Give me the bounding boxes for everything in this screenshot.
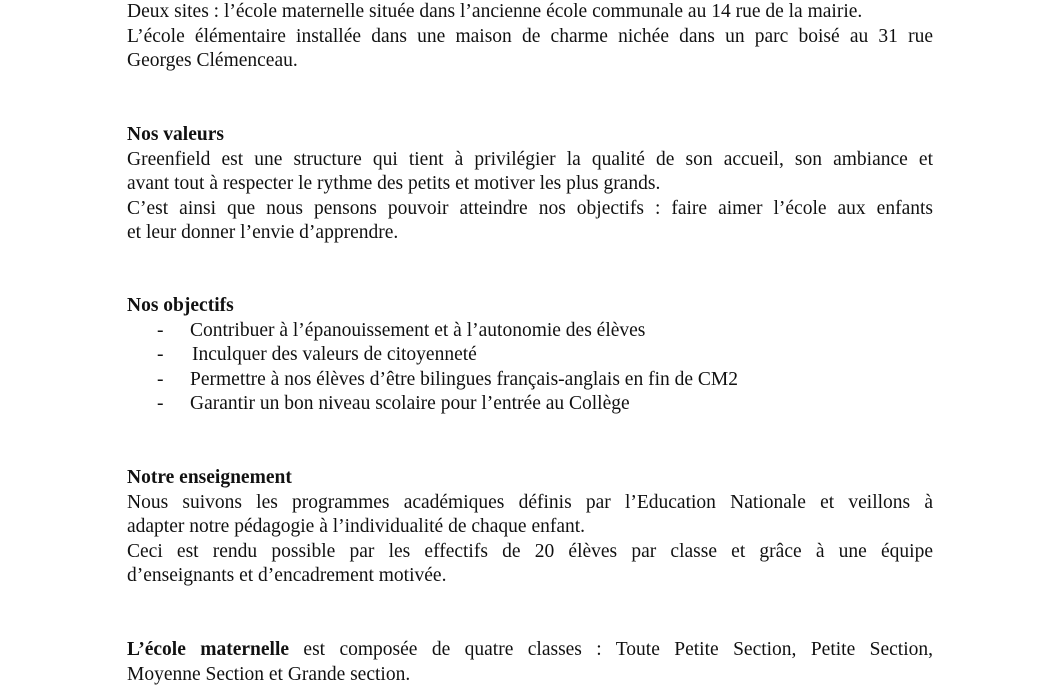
enseignement-line-3: Ceci est rendu possible par les effectifs de 20 élèves par classe et grâce à une équipe	[127, 540, 933, 565]
enseignement-line-1: Nous suivons les programmes académiques définis par l’Education Nationale et veillons à	[127, 491, 933, 516]
enseignement-line-2: adapter notre pédagogie à l’individualité de chaque enfant.	[127, 515, 933, 540]
list-item-text: Garantir un bon niveau scolaire pour l’entrée au Collège	[190, 392, 630, 417]
list-item-text: Contribuer à l’épanouissement et à l’autonomie des élèves	[190, 319, 645, 344]
maternelle-section	[127, 638, 933, 687]
valeurs-line-1: Greenfield est une structure qui tient à privilégier la qualité de son accueil, son ambiance et	[127, 148, 933, 173]
objectifs-section	[127, 294, 933, 417]
enseignement-section	[127, 466, 933, 589]
bullet-dash: -	[157, 319, 164, 344]
list-item	[127, 343, 933, 368]
maternelle-line-2: Moyenne Section et Grande section.	[127, 663, 933, 687]
maternelle-heading: L’école maternelle	[127, 639, 289, 660]
sites-line-1: Deux sites : l’école maternelle située dans l’ancienne école communale au 14 rue de la mairie.	[127, 0, 933, 25]
list-item	[127, 392, 933, 417]
sites-paragraph	[127, 0, 933, 74]
enseignement-heading: Notre enseignement	[127, 466, 933, 491]
bullet-dash: -	[157, 368, 164, 393]
sites-line-3: Georges Clémenceau.	[127, 49, 933, 74]
list-item-text: Inculquer des valeurs de citoyenneté	[192, 343, 477, 368]
enseignement-line-4: d’enseignants et d’encadrement motivée.	[127, 564, 933, 589]
maternelle-line-1-text: est composée de quatre classes : Toute Petite Section, Petite Section,	[289, 639, 933, 660]
valeurs-line-3: C’est ainsi que nous pensons pouvoir atteindre nos objectifs : faire aimer l’école aux enfants	[127, 197, 933, 222]
valeurs-heading: Nos valeurs	[127, 123, 933, 148]
bullet-dash: -	[157, 343, 164, 368]
valeurs-section	[127, 123, 933, 246]
bullet-dash: -	[157, 392, 164, 417]
objectifs-heading: Nos objectifs	[127, 294, 933, 319]
list-item	[127, 368, 933, 393]
list-item	[127, 319, 933, 344]
valeurs-line-2: avant tout à respecter le rythme des petits et motiver les plus grands.	[127, 172, 933, 197]
list-item-text: Permettre à nos élèves d’être bilingues français-anglais en fin de CM2	[190, 368, 738, 393]
maternelle-line-1	[127, 638, 933, 663]
sites-line-2: L’école élémentaire installée dans une maison de charme nichée dans un parc boisé au 31 rue	[127, 25, 933, 50]
valeurs-line-4: et leur donner l’envie d’apprendre.	[127, 221, 933, 246]
